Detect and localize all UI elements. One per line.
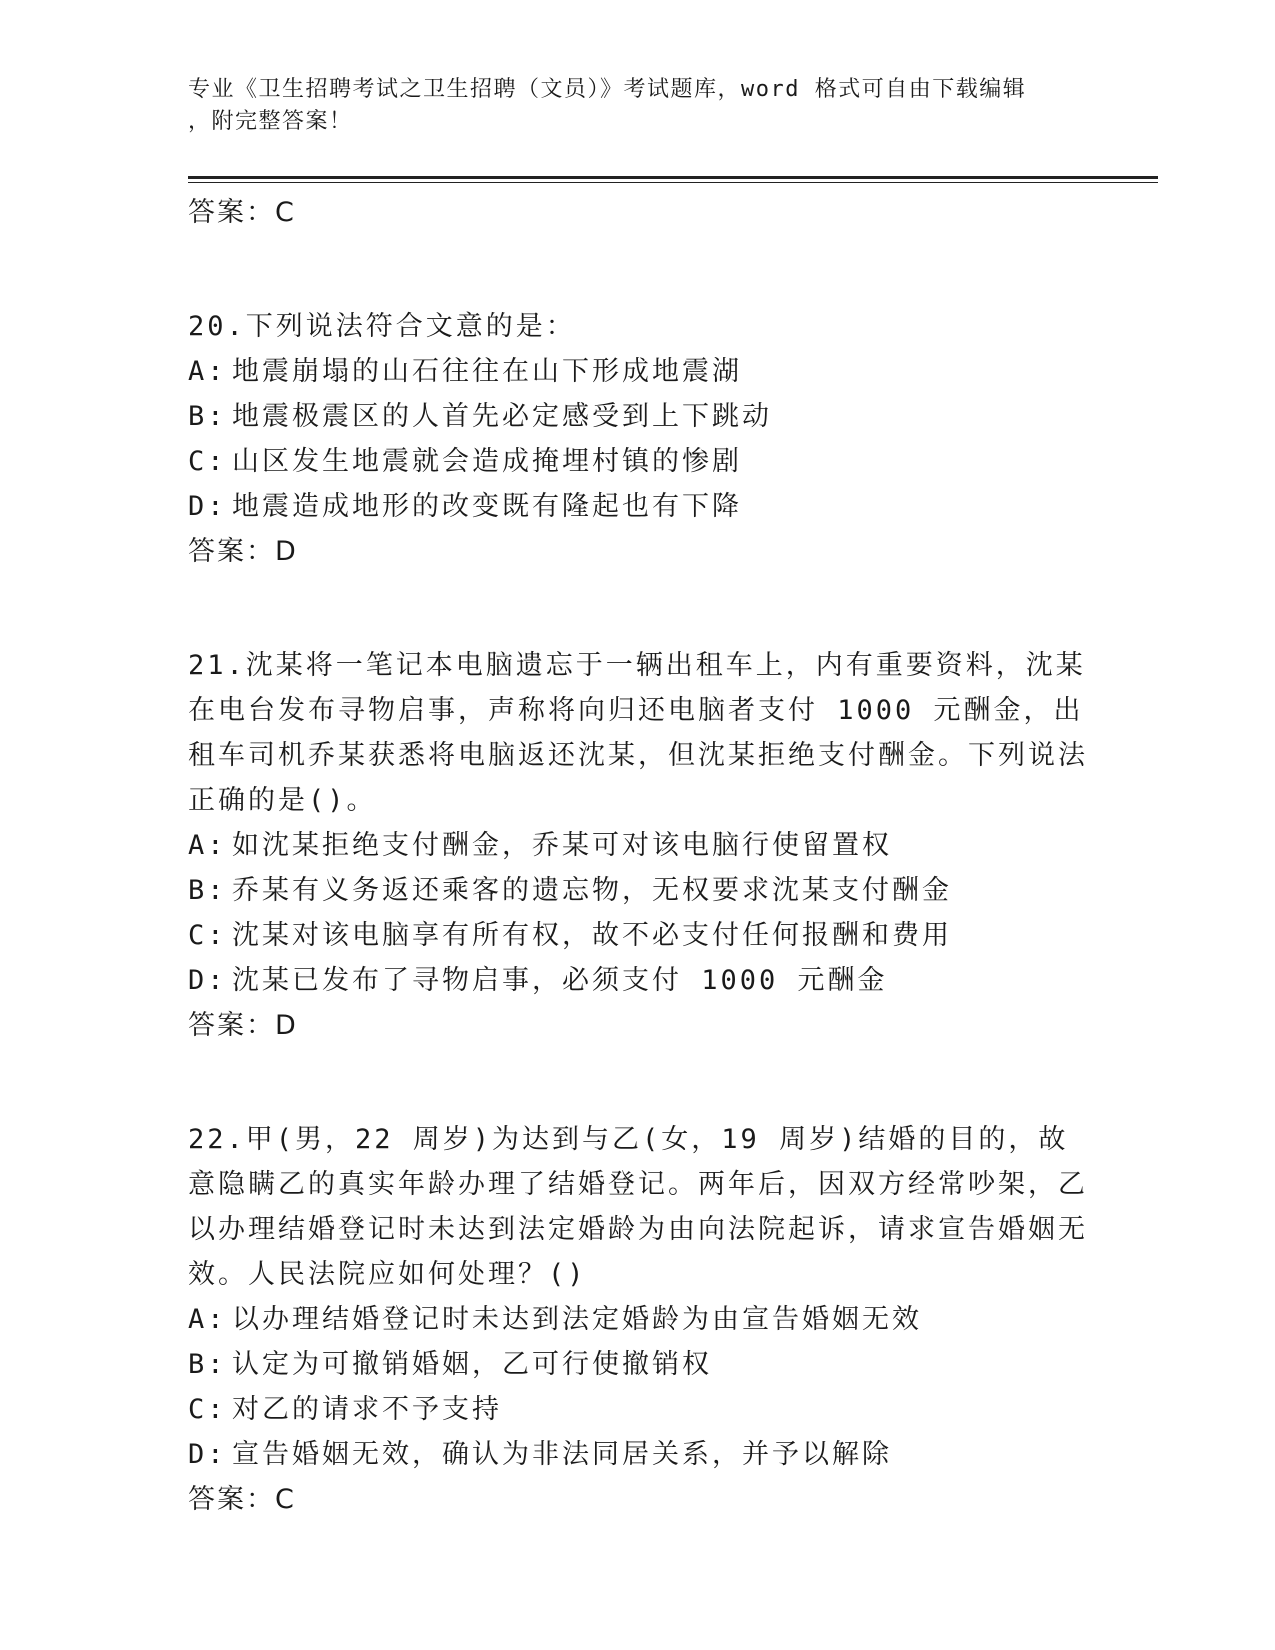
option-b [188,1342,1088,1387]
spacer [188,236,1088,304]
option-text: 山区发生地震就会造成掩埋村镇的惨剧 [232,446,742,477]
option-letter: A: [188,1304,227,1335]
option-c [188,1387,1088,1432]
option-a [188,823,1088,868]
header-divider-thin [188,182,1158,183]
header-divider-thick [188,176,1158,179]
option-letter: B: [188,1349,227,1380]
question-list [188,190,1088,1523]
option-text: 乔某有义务返还乘客的遗忘物，无权要求沈某支付酬金 [232,875,952,906]
answer-label: 答案：D [188,1010,298,1041]
option-text: 宣告婚姻无效，确认为非法同居关系，并予以解除 [232,1439,892,1470]
option-letter: B: [188,401,227,432]
spacer [188,1049,1088,1117]
answer-label: 答案：D [188,536,298,567]
header-line-1: 专业《卫生招聘考试之卫生招聘（文员）》考试题库，word 格式可自由下载编辑 [188,77,1027,102]
question-stem: 22.甲(男，22 周岁)为达到与乙(女，19 周岁)结婚的目的，故意隐瞒乙的真实年龄办理了结婚登记。两年后，因双方经常吵架，乙以办理结婚登记时未达到法定婚龄为由向法院起诉，请求宣告婚姻无效。人民法院应如何处理？() [188,1124,1088,1290]
option-letter: D: [188,965,227,996]
option-letter: A: [188,356,227,387]
page-header [188,74,1088,138]
option-letter: C: [188,1394,227,1425]
option-letter: A: [188,830,227,861]
option-text: 如沈某拒绝支付酬金，乔某可对该电脑行使留置权 [232,830,892,861]
option-text: 沈某对该电脑享有所有权，故不必支付任何报酬和费用 [232,920,952,951]
option-text: 地震崩塌的山石往往在山下形成地震湖 [232,356,742,387]
option-text: 地震极震区的人首先必定感受到上下跳动 [232,401,772,432]
question-22 [188,1117,1088,1523]
answer-label: 答案：C [188,1484,296,1515]
option-text: 地震造成地形的改变既有隆起也有下降 [232,491,742,522]
option-letter: C: [188,920,227,951]
option-letter: B: [188,875,227,906]
question-stem: 21.沈某将一笔记本电脑遗忘于一辆出租车上，内有重要资料，沈某在电台发布寻物启事，声称将向归还电脑者支付 1000 元酬金，出租车司机乔某获悉将电脑返还沈某，但沈某拒绝支付酬金。下列说法正确的是()。 [188,650,1088,816]
previous-answer: 答案：C [188,197,296,228]
option-text: 以办理结婚登记时未达到法定婚龄为由宣告婚姻无效 [232,1304,922,1335]
question-stem: 20.下列说法符合文意的是： [188,311,576,342]
option-letter: D: [188,491,227,522]
option-a [188,1297,1088,1342]
option-d [188,484,1088,529]
option-b [188,868,1088,913]
option-letter: C: [188,446,227,477]
option-d [188,1432,1088,1477]
option-text: 认定为可撤销婚姻，乙可行使撤销权 [232,1349,712,1380]
option-d [188,958,1088,1003]
option-c [188,439,1088,484]
header-line-2: ，附完整答案！ [188,109,353,134]
option-a [188,349,1088,394]
option-b [188,394,1088,439]
option-c [188,913,1088,958]
option-text: 沈某已发布了寻物启事，必须支付 1000 元酬金 [232,965,888,996]
question-21 [188,643,1088,1049]
option-text: 对乙的请求不予支持 [232,1394,502,1425]
spacer [188,575,1088,643]
question-20 [188,304,1088,575]
option-letter: D: [188,1439,227,1470]
